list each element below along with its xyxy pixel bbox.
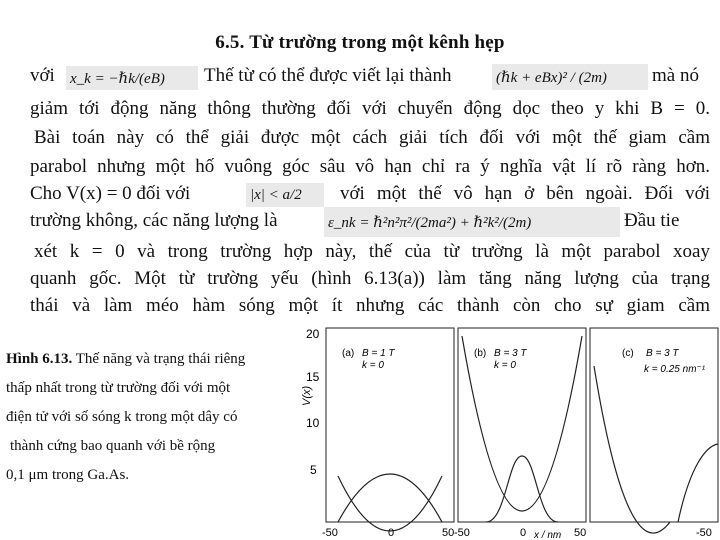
equation-well — [246, 183, 324, 207]
x-axis-label: x / nm — [534, 530, 562, 540]
caption-line: thành cứng bao quanh với bề rộng — [10, 438, 216, 454]
text-line-7: xét k = 0 và trong trường hợp này, thế của từ trường là một parabol xoay — [34, 241, 710, 262]
panel-b-label: (b) — [474, 348, 487, 359]
panel-a-potential — [338, 476, 442, 531]
panel-c-potential — [594, 366, 670, 533]
equation-xk — [66, 66, 198, 90]
caption-line: thấp nhất trong từ trường đối với một — [6, 380, 231, 396]
text-fragment: với — [30, 65, 55, 86]
panel-b-param: B = 3 T — [494, 348, 527, 359]
panel-a-param: k = 0 — [362, 360, 384, 371]
y-axis-label: V(x) — [301, 385, 313, 406]
text-line-6b: Đầu tie — [624, 210, 680, 231]
xtick-label: 50 — [442, 527, 455, 539]
panel-b-param: k = 0 — [494, 360, 516, 371]
text-line-4: parabol nhưng một hố vuông góc sâu vô hạn chỉ ra ý nghĩa vật lí rõ ràng hơn. — [30, 156, 710, 177]
text-line-3: Bài toán này có thể giải được một cách giải tích đối với một thế giam cầm — [34, 127, 710, 148]
text-fragment: Thế từ có thể được viết lại thành — [204, 65, 452, 86]
ytick-label: 15 — [306, 370, 320, 384]
text-line-8: quanh gốc. Một từ trường yếu (hình 6.13(a)) làm tăng năng lượng của trạng — [30, 268, 710, 289]
caption-label: Hình 6.13. — [6, 351, 73, 367]
equation-text: (ℏk + eBx)² / (2m) — [496, 69, 607, 86]
caption-line: điện tử với số sóng k trong một dây có — [6, 409, 238, 425]
text-line-1b — [204, 64, 504, 88]
text-line-6a: trường không, các năng lượng là — [30, 210, 278, 231]
text-fragment: mà nó — [652, 65, 699, 86]
xtick-label: 0 — [520, 527, 527, 539]
figure-6-13 — [298, 326, 720, 540]
text-line-2: giảm tới động năng thông thường đối với chuyển động dọc theo y khi B = 0. — [30, 98, 710, 119]
panel-a-wavefunction — [338, 474, 442, 522]
caption-line: 0,1 μm trong Ga.As. — [6, 467, 130, 483]
panel-a-param: B = 1 T — [362, 348, 395, 359]
equation-text: |x| < a/2 — [250, 186, 302, 203]
panel-a-label: (a) — [342, 348, 355, 359]
figure-caption — [6, 345, 296, 490]
ytick-label: 10 — [306, 416, 320, 430]
xtick-label: -50 — [322, 527, 338, 539]
equation-text: ε_nk = ℏ²n²π²/(2ma²) + ℏ²k²/(2m) — [328, 214, 532, 231]
text-line-5b: với một thế vô hạn ở bên ngoài. Đối với — [340, 183, 710, 204]
xtick-label: 0 — [388, 527, 395, 539]
caption-line: Thế năng và trạng thái riêng — [75, 351, 246, 367]
xtick-label: -50 — [696, 527, 712, 539]
panel-b-wavefunction — [486, 456, 558, 522]
panel-c-label: (c) — [622, 348, 634, 359]
xtick-label: -50 — [454, 527, 470, 539]
equation-potential — [492, 64, 648, 90]
text-line-9: thái và làm méo hàm sóng một ít nhưng các thành còn cho sự giam cầm — [30, 295, 710, 316]
section-title: 6.5. Từ trường trong một kênh hẹp — [215, 32, 505, 53]
panel-b-potential — [462, 336, 582, 511]
panel-c-param: k = 0.25 nm⁻¹ — [644, 364, 706, 375]
equation-energy — [324, 207, 620, 237]
panel-c-param: B = 3 T — [646, 348, 679, 359]
panel-c-wavefunction — [678, 444, 718, 522]
ytick-label: 5 — [310, 463, 317, 477]
equation-text: x_k = −ℏk/(eB) — [70, 70, 165, 87]
xtick-label: 50 — [574, 527, 587, 539]
text-line-5a: Cho V(x) = 0 đối với — [30, 183, 191, 204]
ytick-label: 20 — [306, 327, 320, 341]
text-line-1c — [652, 64, 712, 88]
